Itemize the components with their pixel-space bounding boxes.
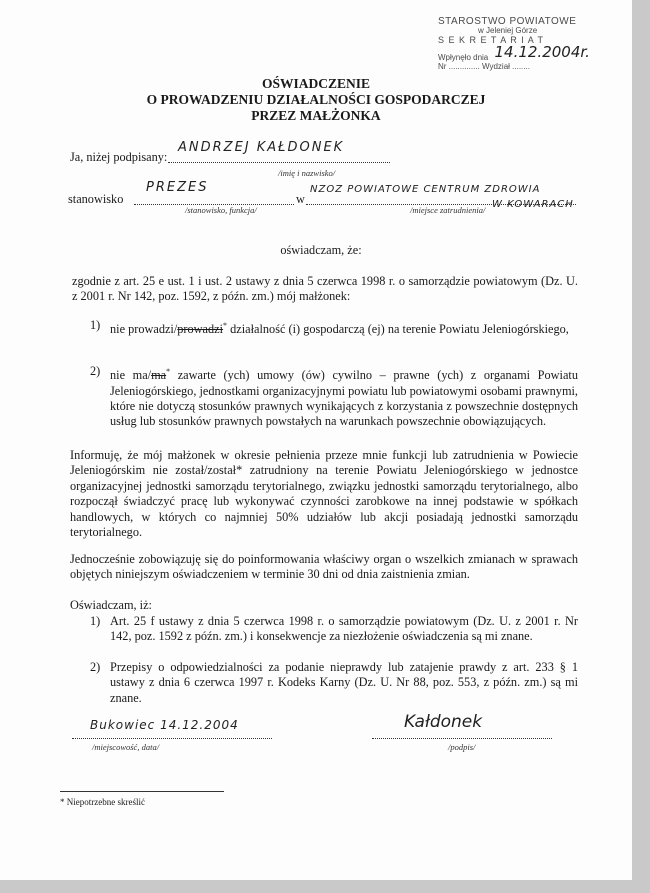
declare2-heading: Oświadczam, iż:: [70, 598, 152, 612]
position-caption: /stanowisko, funkcja/: [185, 205, 257, 215]
signer-name: ANDRZEJ KAŁDONEK: [178, 140, 345, 155]
title-line-1: OŚWIADCZENIE: [261, 76, 371, 91]
item-1-text: [110, 318, 578, 338]
item-1-struck: prowadzi: [177, 322, 224, 337]
place-date-caption: /miejscowość, data/: [92, 742, 160, 752]
intro-paragraph: zgodnie z art. 25 e ust. 1 i ust. 2 ustawy z dnia 5 czerwca 1998 r. o samorządzie powiatowym (Dz. U. z 2001 r. Nr 142, poz. 1592, z późn. zm.) mój małżonek:: [72, 274, 578, 304]
item-2-pre: nie ma/: [110, 368, 152, 383]
stamp-dept: S E K R E T A R I A T: [438, 35, 545, 45]
registry-stamp: [438, 16, 608, 80]
item-2-struck: ma: [151, 368, 167, 383]
signature-caption: /podpis/: [448, 742, 476, 752]
item-2-number: 2): [90, 364, 101, 378]
item2-2-number: 2): [90, 660, 101, 674]
item2-2-text: Przepisy o odpowiedzialności za podanie nieprawdy lub zatajenie prawdy z art. 233 § 1 ustawy z dnia 6 czerwca 1997 r. Kodeks Karny (Dz. U. Nr 88, poz. 553, z późn. zm.) są mi znane.: [110, 660, 578, 705]
footnote-rule: [60, 791, 224, 792]
stamp-received-date: 14.12.2004r.: [494, 43, 590, 61]
employer-caption: /miejsce zatrudnienia/: [410, 205, 486, 215]
inform-paragraph: Informuję, że mój małżonek w okresie pełnienia przeze mnie funkcji lub zatrudnienia w Powiecie Jeleniogórskim nie został/został* zatrudniony na terenie Powiatu Jeleniogórskiego w jednostce organizacyjnej jednostki samorządu terytorialnego, związku jednostki samorządu terytorialnego, albo rozpoczął świadczyć pracę lub wykonywać czynności zarobkowe na innej podstawie w spółkach handlowych, w których co najmniej 50% udziałów lub akcji posiadają jednostki samorządu terytorialnego.: [70, 448, 578, 540]
commit-paragraph: Jednocześnie zobowiązuję się do poinformowania właściwy organ o wszelkich zmianach w sprawach objętych niniejszym oświadczeniem w terminie 30 dni od dnia zaistnienia zmian.: [70, 552, 578, 582]
position-value: PREZES: [146, 180, 209, 195]
item2-1-text: Art. 25 f ustawy z dnia 5 czerwca 1998 r. o samorządzie powiatowym (Dz. U. z 2001 r. Nr 142, poz. 1592 z późn. zm.) i konsekwencje za niezłożenie oświadczenia są mi znane.: [110, 614, 578, 644]
employer-value-line1: NZOZ POWIATOWE CENTRUM ZDROWIA: [310, 184, 541, 195]
item-1-body: działalność (i) gospodarczą (ej) na terenie Powiatu Jeleniogórskiego,: [227, 322, 569, 337]
stamp-received-label: Wpłynęło dnia: [438, 53, 489, 62]
employer-value-line2: W KOWARACH: [492, 199, 574, 210]
item-2-mark: *: [166, 367, 171, 376]
item-1-pre: nie prowadzi/: [110, 322, 178, 337]
signer-label: Ja, niżej podpisany:: [70, 150, 168, 164]
stamp-office: STAROSTWO POWIATOWE: [438, 16, 577, 27]
item-1-number: 1): [90, 318, 101, 332]
title-line-2: O PROWADZENIU DZIAŁALNOŚCI GOSPODARCZEJ: [146, 92, 486, 107]
footnote: * Niepotrzebne skreślić: [60, 797, 145, 807]
stamp-city: w Jeleniej Górze: [478, 26, 538, 35]
item-2-body: zawarte (ych) umowy (ów) cywilno – prawne (ych) z organami Powiatu Jeleniogórskiego, jednostkami organizacyjnymi powiatu lub powiatowymi osobami prawnymi, które nie dotyczą stosunków prawnych wynikających z korzystania z powszechnie dostępnych usług lub stosunków prawnych powstałych na warunkach powszechnie obowiązujących.: [110, 368, 579, 429]
document-title: [0, 76, 632, 124]
position-w: w: [296, 192, 305, 206]
item-1-mark: *: [223, 321, 228, 330]
signature-value: Kałdonek: [404, 712, 483, 732]
declare-heading: oświadczam, że:: [280, 243, 362, 257]
item-2-text: [110, 364, 578, 430]
title-line-3: PRZEZ MAŁŻONKA: [251, 108, 381, 123]
stamp-number: Nr .............. Wydział ........: [438, 62, 530, 71]
signer-name-caption: /imię i nazwisko/: [278, 168, 336, 178]
item2-1-number: 1): [90, 614, 101, 628]
position-label: stanowisko: [68, 192, 124, 206]
place-date-value: Bukowiec 14.12.2004: [90, 718, 239, 732]
